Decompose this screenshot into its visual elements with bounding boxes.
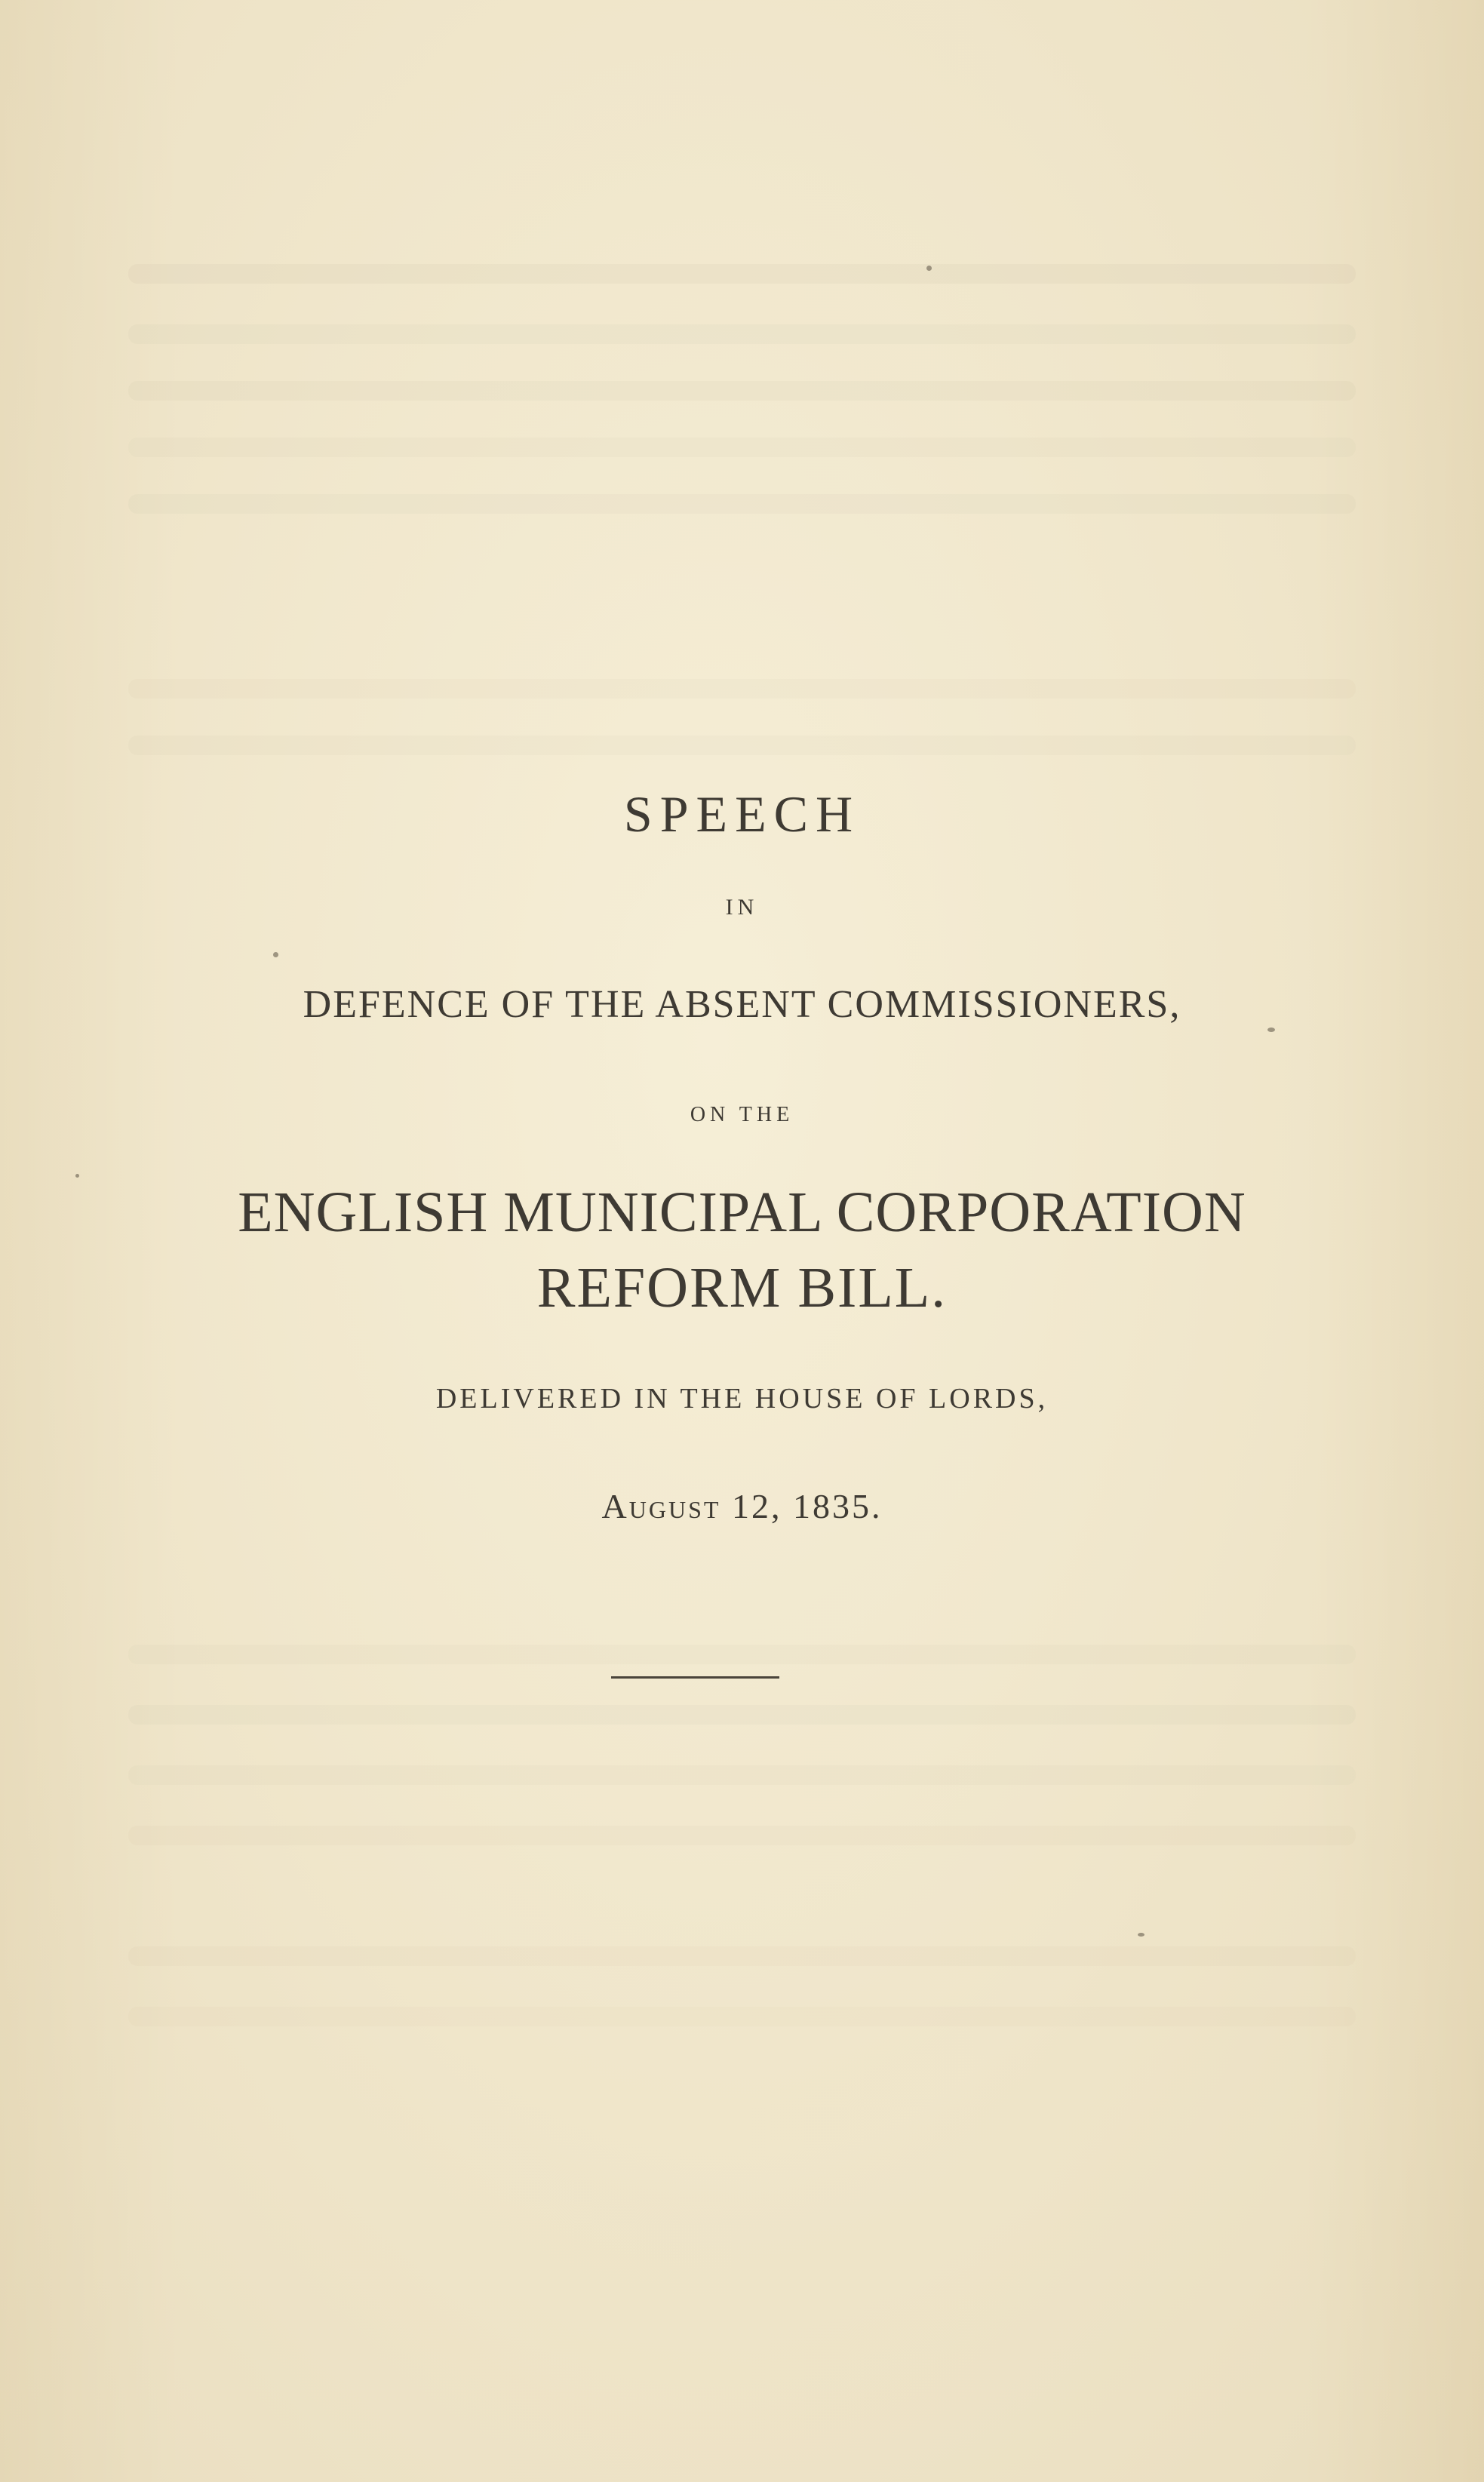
bill-title-line-1: ENGLISH MUNICIPAL CORPORATION: [238, 1181, 1246, 1244]
connector-in: IN: [725, 895, 759, 920]
bleed-through-text: [128, 438, 1356, 457]
delivery-line: DELIVERED IN THE HOUSE OF LORDS,: [435, 1383, 1049, 1415]
bleed-through-text: [128, 324, 1356, 344]
bleed-through-text: [128, 1826, 1356, 1845]
bleed-through-text: [128, 1705, 1356, 1725]
bleed-through-text: [128, 679, 1356, 699]
bleed-through-text: [128, 494, 1356, 514]
divider-rule: [611, 1676, 779, 1679]
bleed-through-text: [128, 736, 1356, 755]
connector-on-the: ON THE: [690, 1103, 794, 1126]
paper-speck: [1138, 1933, 1144, 1937]
bleed-through-text: [128, 1765, 1356, 1785]
page-title: SPEECH: [623, 785, 861, 843]
paper-speck: [1267, 1028, 1275, 1032]
bill-title-line-2: REFORM BILL.: [536, 1256, 948, 1319]
subject-line: DEFENCE OF THE ABSENT COMMISSIONERS,: [303, 983, 1181, 1026]
bleed-through-text: [128, 381, 1356, 401]
paper-speck: [273, 952, 278, 957]
date-line: August 12, 1835.: [601, 1487, 883, 1525]
bleed-through-text: [128, 1946, 1356, 1966]
bleed-through-text: [128, 2007, 1356, 2026]
paper-speck: [926, 266, 932, 271]
paper-speck: [75, 1174, 79, 1178]
bleed-through-text: [128, 264, 1356, 284]
bleed-through-text: [128, 1645, 1356, 1664]
